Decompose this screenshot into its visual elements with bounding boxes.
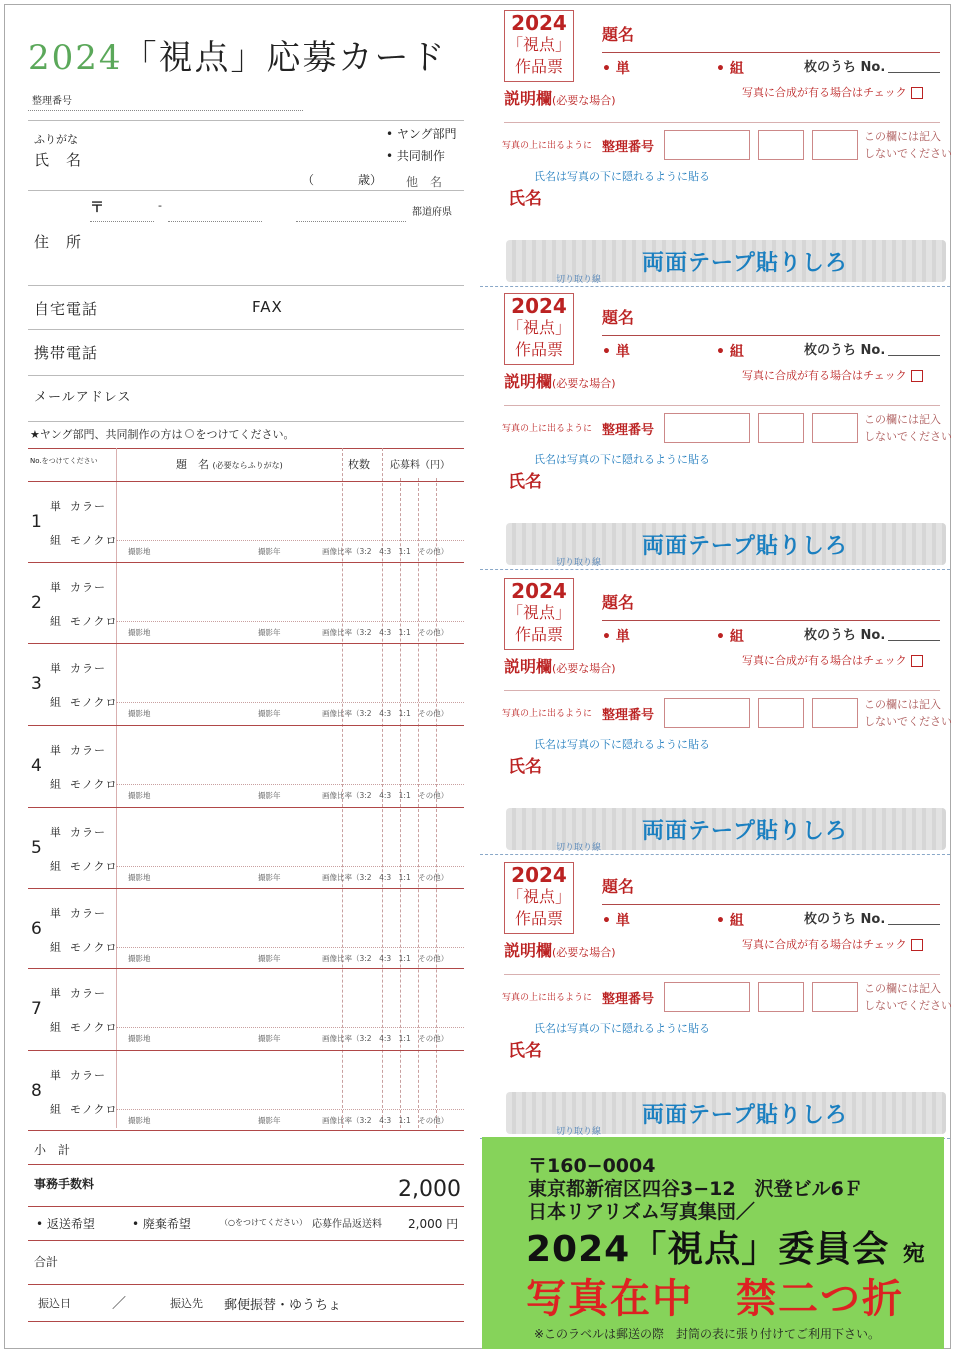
entry-ticket <box>480 0 952 285</box>
above-photo: 写真の上に出るように <box>502 709 593 719</box>
name-block <box>28 120 464 191</box>
ticket-set[interactable]: • 組 <box>716 344 744 360</box>
return-wish[interactable]: • 返送希望 <box>36 1217 95 1231</box>
row-number: 8 <box>31 1081 42 1101</box>
note-tail: をつけてください。 <box>195 428 295 441</box>
table-row[interactable] <box>28 481 464 562</box>
year-label: 撮影年 <box>258 954 281 963</box>
ratio-label: 画像比率（3:2 4:3 1:1 その他） <box>322 954 449 963</box>
single-mark[interactable]: 単 <box>50 1069 62 1082</box>
composite-check[interactable] <box>742 84 923 100</box>
fax-label: FAX <box>252 298 283 316</box>
set-mark[interactable]: 組 <box>50 696 62 709</box>
home-phone-label: 自宅電話 <box>34 300 99 318</box>
mono-option[interactable]: モノクロ <box>70 1103 118 1116</box>
row-number: 3 <box>31 674 42 694</box>
ticket-of-no: 枚のうち No. <box>804 60 886 75</box>
ticket-divider <box>504 122 940 123</box>
title-year: 2024 <box>28 38 123 78</box>
label-address-1: 東京都新宿区四谷3−12 沢登ビル6Ｆ <box>528 1178 863 1200</box>
set-mark[interactable]: 組 <box>50 778 62 791</box>
col-fee-header: 応募料（円） <box>390 460 450 471</box>
label-address-2: 日本リアリズム写真集団／ <box>528 1201 755 1223</box>
mono-option[interactable]: モノクロ <box>70 941 118 954</box>
return-fee: 2,000 円 <box>408 1217 459 1231</box>
badge-year: 2024 <box>511 579 567 603</box>
committee-text: 2024「視点」委員会 <box>526 1229 890 1270</box>
single-mark[interactable]: 単 <box>50 826 62 839</box>
single-mark[interactable]: 単 <box>50 662 62 675</box>
col-no-header <box>30 456 98 466</box>
ticket-title-line[interactable] <box>602 904 940 905</box>
hide-name-note: 氏名は写真の下に隠れるように貼る <box>534 1022 710 1035</box>
year-label: 撮影年 <box>258 791 281 800</box>
name-label: 氏 名 <box>34 151 83 169</box>
joint-option[interactable]: • 共同制作 <box>386 149 445 163</box>
ticket-badge <box>504 293 574 365</box>
desc-label: 説明欄 <box>504 657 553 676</box>
ticket-set[interactable]: • 組 <box>716 913 744 929</box>
seiri-box-2[interactable] <box>758 982 804 1012</box>
ticket-of-no: 枚のうち No. <box>804 628 886 643</box>
application-card <box>28 0 466 1355</box>
row-number: 4 <box>31 756 42 776</box>
composite-check[interactable] <box>742 652 923 668</box>
postal-dash: - <box>158 199 162 212</box>
ticket-name: 氏名 <box>508 472 542 492</box>
ticket-single[interactable]: • 単 <box>602 913 630 929</box>
ticket-divider <box>504 974 940 975</box>
badge-year: 2024 <box>511 863 567 887</box>
color-option[interactable]: カラー <box>70 987 106 1000</box>
mobile-row[interactable] <box>28 329 464 376</box>
set-mark[interactable]: 組 <box>50 860 62 873</box>
subtotal-label: 小 計 <box>34 1143 71 1157</box>
no-fill-2: しないでください <box>864 430 952 443</box>
total-row <box>28 1240 464 1285</box>
mono-option[interactable]: モノクロ <box>70 778 118 791</box>
badge-line3: 作品票 <box>514 340 563 359</box>
ratio-label: 画像比率（3:2 4:3 1:1 その他） <box>322 709 449 718</box>
place-label: 撮影地 <box>128 1034 151 1043</box>
place-label: 撮影地 <box>128 873 151 882</box>
fee-amount: 2,000 <box>398 1177 461 1202</box>
cut-label: 切り取り線 <box>556 843 602 853</box>
ticket-no-line[interactable] <box>888 72 940 73</box>
ticket-title-label: 題名 <box>602 25 635 44</box>
seiri-box-1[interactable] <box>664 982 750 1012</box>
subtotal-row <box>28 1130 464 1165</box>
checkbox-icon[interactable] <box>911 939 923 951</box>
table-row[interactable] <box>28 968 464 1049</box>
badge-year: 2024 <box>511 294 567 318</box>
ticket-of-no: 枚のうち No. <box>804 343 886 358</box>
row-number: 2 <box>31 593 42 613</box>
ticket-seiri: 整理番号 <box>602 708 655 723</box>
row-number: 1 <box>31 512 42 532</box>
postal-mark: 〒 <box>90 200 104 216</box>
row-number: 7 <box>31 999 42 1019</box>
col-no-label: No. <box>30 457 42 465</box>
others-label: 他 名 <box>406 175 443 189</box>
hide-name-note: 氏名は写真の下に隠れるように貼る <box>534 170 710 183</box>
cut-label: 切り取り線 <box>556 275 602 285</box>
tape-text: 両面テープ貼りしろ <box>642 1103 848 1128</box>
desc-label: 説明欄 <box>504 941 553 960</box>
seiri-box-1[interactable] <box>664 130 750 160</box>
ticket-title-label: 題名 <box>602 877 635 896</box>
title-text: 「視点」応募カード <box>122 38 447 78</box>
ticket-column <box>480 0 950 1355</box>
tape-text: 両面テープ貼りしろ <box>642 251 848 276</box>
seiri-box-2[interactable] <box>758 130 804 160</box>
ticket-set[interactable]: • 組 <box>716 629 744 645</box>
table-row[interactable] <box>28 643 464 724</box>
ticket-set[interactable]: • 組 <box>716 61 744 77</box>
seiri-field[interactable] <box>28 110 303 111</box>
row-divider <box>116 621 464 622</box>
no-fill-1: この欄には記入 <box>864 130 941 143</box>
ticket-seiri: 整理番号 <box>602 423 655 438</box>
badge-line2: 「視点」 <box>506 35 571 54</box>
ticket-badge <box>504 578 574 650</box>
ticket-desc <box>504 369 616 392</box>
seiri-box-1[interactable] <box>664 698 750 728</box>
color-option[interactable]: カラー <box>70 662 106 675</box>
above-photo: 写真の上に出るように <box>502 424 593 434</box>
fee-row <box>28 1164 464 1207</box>
ticket-seiri: 整理番号 <box>602 140 655 155</box>
prefecture-field[interactable] <box>296 221 406 222</box>
above-photo: 写真の上に出るように <box>502 141 593 151</box>
mono-option[interactable]: モノクロ <box>70 534 118 547</box>
circle-icon <box>185 429 194 438</box>
ticket-seiri: 整理番号 <box>602 992 655 1007</box>
age-open: （ <box>302 173 315 187</box>
age-label: 歳） <box>358 173 383 187</box>
row-divider <box>116 784 464 785</box>
no-fill-2: しないでください <box>864 715 952 728</box>
color-option[interactable]: カラー <box>70 500 106 513</box>
table-row[interactable] <box>28 562 464 643</box>
ticket-of-no: 枚のうち No. <box>804 912 886 927</box>
color-option[interactable]: カラー <box>70 744 106 757</box>
seiri-box-3[interactable] <box>812 698 858 728</box>
young-option[interactable]: • ヤング部門 <box>386 127 457 141</box>
no-fill-1: この欄には記入 <box>864 413 941 426</box>
ratio-label: 画像比率（3:2 4:3 1:1 その他） <box>322 791 449 800</box>
transfer-method: 郵便振替・ゆうちょ <box>224 1298 342 1313</box>
ticket-divider <box>504 405 940 406</box>
hide-name-note: 氏名は写真の下に隠れるように貼る <box>534 453 710 466</box>
tape-text: 両面テープ貼りしろ <box>642 534 848 559</box>
set-mark[interactable]: 組 <box>50 941 62 954</box>
row-divider <box>116 1109 464 1110</box>
no-fill-2: しないでください <box>864 999 952 1012</box>
mono-option[interactable]: モノクロ <box>70 696 118 709</box>
mobile-label: 携帯電話 <box>34 344 99 362</box>
desc-label: 説明欄 <box>504 372 553 391</box>
ratio-label: 画像比率（3:2 4:3 1:1 その他） <box>322 547 449 556</box>
ticket-name: 氏名 <box>508 757 542 777</box>
ratio-label: 画像比率（3:2 4:3 1:1 その他） <box>322 873 449 882</box>
ticket-no-line[interactable] <box>888 924 940 925</box>
label-note: ※このラベルは郵送の際 封筒の表に張り付けてご利用下さい。 <box>534 1327 881 1341</box>
year-label: 撮影年 <box>258 1034 281 1043</box>
email-row[interactable] <box>28 375 464 422</box>
entry-ticket <box>480 283 952 568</box>
transfer-to-label: 振込先 <box>170 1297 203 1310</box>
table-row[interactable] <box>28 807 464 888</box>
ticket-name: 氏名 <box>508 1041 542 1061</box>
prefecture-label: 都道府県 <box>412 207 452 218</box>
seiri-label: 整理番号 <box>32 96 72 107</box>
row-number: 6 <box>31 919 42 939</box>
address-block <box>28 190 464 286</box>
row-divider <box>116 702 464 703</box>
checkbox-icon[interactable] <box>911 655 923 667</box>
ticket-desc <box>504 938 616 961</box>
desc-hint: (必要な場合) <box>552 662 616 675</box>
furigana-label: ふりがな <box>34 133 78 146</box>
circle-hint: （○をつけてください） <box>220 1218 307 1227</box>
col-no-hint: をつけてください <box>41 457 98 465</box>
place-label: 撮影地 <box>128 628 151 637</box>
place-label: 撮影地 <box>128 954 151 963</box>
ticket-no-line[interactable] <box>888 355 940 356</box>
above-photo: 写真の上に出るように <box>502 993 593 1003</box>
ticket-title-line[interactable] <box>602 335 940 336</box>
desc-hint: (必要な場合) <box>552 94 616 107</box>
mono-option[interactable]: モノクロ <box>70 860 118 873</box>
label-warning: 写真在中 禁二つ折 <box>526 1276 904 1322</box>
address-label: 住 所 <box>34 233 83 251</box>
email-label: メールアドレス <box>34 390 132 405</box>
year-label: 撮影年 <box>258 709 281 718</box>
ticket-divider <box>504 690 940 691</box>
no-fill-1: この欄には記入 <box>864 982 941 995</box>
ticket-title-line[interactable] <box>602 52 940 53</box>
desc-hint: (必要な場合) <box>552 946 616 959</box>
col-title-header <box>176 456 283 472</box>
return-row <box>28 1206 464 1241</box>
color-option[interactable]: カラー <box>70 907 106 920</box>
mono-option[interactable]: モノクロ <box>70 1021 118 1034</box>
ratio-label: 画像比率（3:2 4:3 1:1 その他） <box>322 1116 449 1125</box>
place-label: 撮影地 <box>128 1116 151 1125</box>
card-title <box>28 30 447 79</box>
tape-text: 両面テープ貼りしろ <box>642 819 848 844</box>
ratio-label: 画像比率（3:2 4:3 1:1 その他） <box>322 628 449 637</box>
place-label: 撮影地 <box>128 791 151 800</box>
single-mark[interactable]: 単 <box>50 581 62 594</box>
color-option[interactable]: カラー <box>70 826 106 839</box>
set-mark[interactable]: 組 <box>50 615 62 628</box>
no-fill-2: しないでください <box>864 147 952 160</box>
cut-label: 切り取り線 <box>556 558 602 568</box>
desc-hint: (必要な場合) <box>552 377 616 390</box>
ratio-label: 画像比率（3:2 4:3 1:1 その他） <box>322 1034 449 1043</box>
row-divider <box>116 540 464 541</box>
seiri-box-3[interactable] <box>812 982 858 1012</box>
composite-check[interactable] <box>742 367 923 383</box>
table-row[interactable] <box>28 725 464 806</box>
home-phone-row[interactable] <box>28 285 464 330</box>
table-row[interactable] <box>28 888 464 969</box>
mailing-label <box>482 1137 944 1349</box>
table-row[interactable] <box>28 1050 464 1131</box>
single-mark[interactable]: 単 <box>50 907 62 920</box>
transfer-date-label: 振込日 <box>38 1297 71 1310</box>
ticket-no-line[interactable] <box>888 640 940 641</box>
seiri-box-3[interactable] <box>812 130 858 160</box>
badge-line2: 「視点」 <box>506 603 571 622</box>
ticket-single[interactable]: • 単 <box>602 344 630 360</box>
year-label: 撮影年 <box>258 628 281 637</box>
col-count-header: 枚数 <box>348 458 370 471</box>
row-divider <box>116 947 464 948</box>
seiri-box-3[interactable] <box>812 413 858 443</box>
badge-line2: 「視点」 <box>506 318 571 337</box>
badge-line3: 作品票 <box>514 625 563 644</box>
mono-option[interactable]: モノクロ <box>70 615 118 628</box>
checkbox-icon[interactable] <box>911 87 923 99</box>
entry-ticket <box>480 852 952 1137</box>
ticket-single[interactable]: • 単 <box>602 629 630 645</box>
year-label: 撮影年 <box>258 547 281 556</box>
seiri-box-1[interactable] <box>664 413 750 443</box>
row-number: 5 <box>31 838 42 858</box>
col-title-hint: (必要ならふりがな) <box>212 461 283 470</box>
ticket-title-label: 題名 <box>602 593 635 612</box>
ticket-single[interactable]: • 単 <box>602 61 630 77</box>
single-mark[interactable]: 単 <box>50 500 62 513</box>
badge-line2: 「視点」 <box>506 887 571 906</box>
composite-label: 写真に合成が有る場合はチェック <box>742 654 907 667</box>
honorific-text: 宛 <box>902 1242 926 1267</box>
set-mark[interactable]: 組 <box>50 1021 62 1034</box>
badge-line3: 作品票 <box>514 909 563 928</box>
hide-name-note: 氏名は写真の下に隠れるように貼る <box>534 738 710 751</box>
total-label: 合計 <box>34 1255 59 1269</box>
desc-label: 説明欄 <box>504 89 553 108</box>
place-label: 撮影地 <box>128 547 151 556</box>
table-top <box>28 448 464 449</box>
postal-field-2[interactable] <box>168 221 262 222</box>
transfer-slash: ／ <box>112 1296 126 1312</box>
year-label: 撮影年 <box>258 873 281 882</box>
postal-field-1[interactable] <box>90 221 154 222</box>
ticket-desc <box>504 654 616 677</box>
seiri-box-2[interactable] <box>758 698 804 728</box>
transfer-row <box>28 1284 464 1322</box>
ticket-name: 氏名 <box>508 189 542 209</box>
cut-label: 切り取り線 <box>556 1127 602 1137</box>
row-divider <box>116 866 464 867</box>
note-main: ★ヤング部門、共同制作の方は <box>30 428 183 441</box>
row-divider <box>116 1027 464 1028</box>
badge-line3: 作品票 <box>514 57 563 76</box>
single-mark[interactable]: 単 <box>50 744 62 757</box>
badge-year: 2024 <box>511 11 567 35</box>
entry-ticket <box>480 568 952 853</box>
single-mark[interactable]: 単 <box>50 987 62 1000</box>
label-postal: 〒160−0004 <box>528 1155 656 1177</box>
return-fee-label: 応募作品返送料 <box>312 1219 382 1230</box>
ticket-title-label: 題名 <box>602 308 635 327</box>
composite-label: 写真に合成が有る場合はチェック <box>742 938 907 951</box>
year-label: 撮影年 <box>258 1116 281 1125</box>
ticket-desc <box>504 86 616 109</box>
discard-wish[interactable]: • 廃棄希望 <box>132 1217 191 1231</box>
note-text <box>30 426 295 442</box>
seiri-box-2[interactable] <box>758 413 804 443</box>
no-fill-1: この欄には記入 <box>864 698 941 711</box>
set-mark[interactable]: 組 <box>50 534 62 547</box>
color-option[interactable]: カラー <box>70 581 106 594</box>
color-option[interactable]: カラー <box>70 1069 106 1082</box>
col-title-label: 題 名 <box>176 458 209 471</box>
fee-label: 事務手数料 <box>34 1177 95 1191</box>
composite-label: 写真に合成が有る場合はチェック <box>742 369 907 382</box>
place-label: 撮影地 <box>128 709 151 718</box>
composite-label: 写真に合成が有る場合はチェック <box>742 86 907 99</box>
ticket-title-line[interactable] <box>602 620 940 621</box>
composite-check[interactable] <box>742 936 923 952</box>
ticket-badge <box>504 10 574 82</box>
ticket-badge <box>504 862 574 934</box>
set-mark[interactable]: 組 <box>50 1103 62 1116</box>
checkbox-icon[interactable] <box>911 370 923 382</box>
label-committee <box>526 1221 926 1272</box>
